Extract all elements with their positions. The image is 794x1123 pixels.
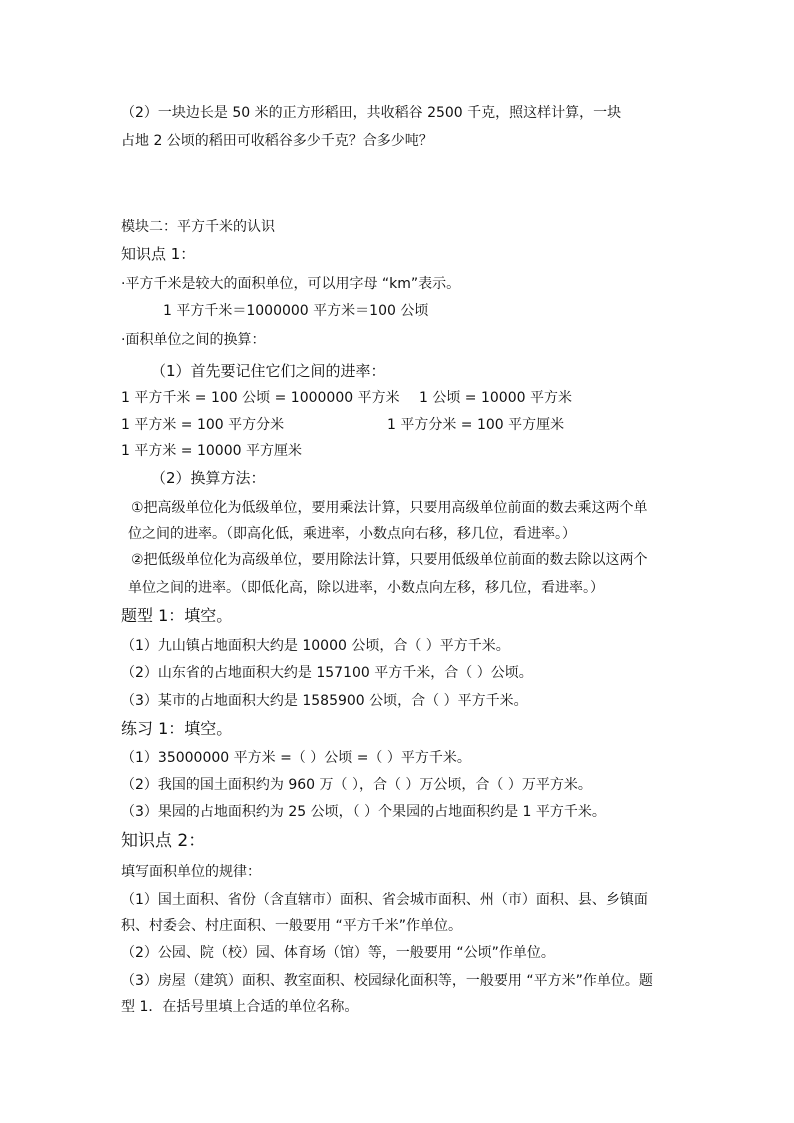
practice-1-title: 练习 1：填空。 bbox=[121, 719, 233, 738]
rate-m-cm: 1 平方米 = 10000 平方厘米 bbox=[121, 443, 302, 459]
km-definition: ·平方千米是较大的面积单位，可以用字母 “km”表示。 bbox=[121, 276, 461, 292]
conversion-title: ·面积单位之间的换算： bbox=[121, 332, 266, 348]
rule-3-line-2: 型 1．在括号里填上合适的单位名称。 bbox=[121, 999, 359, 1015]
type-1-question-1: （1）九山镇占地面积大约是 10000 公顷，合（ ）平方千米。 bbox=[121, 638, 510, 654]
method-2-line-2: 单位之间的进率。（即低化高，除以进率，小数点向左移，移几位，看进率。） bbox=[128, 580, 604, 596]
problem-2-line-1: （2）一块边长是 50 米的正方形稻田，共收稻谷 2500 千克，照这样计算，一块 bbox=[121, 105, 622, 121]
rule-2: （2）公园、院（校）园、体育场（馆）等，一般要用 “公顷”作单位。 bbox=[121, 945, 555, 961]
rate-dm-cm: 1 平方分米 = 100 平方厘米 bbox=[387, 417, 565, 433]
rate-ha-m: 1 公顷 = 10000 平方米 bbox=[419, 390, 572, 406]
rule-1-line-1: （1）国土面积、省份（含直辖市）面积、省会城市面积、州（市）面积、县、乡镇面 bbox=[121, 892, 648, 908]
knowledge-point-1-title: 知识点 1： bbox=[121, 245, 196, 263]
type-1-question-3: （3）某市的占地面积大约是 1585900 公顷，合（ ）平方千米。 bbox=[121, 693, 528, 709]
practice-1-question-2: （2）我国的国土面积约为 960 万（ ），合（ ）万公顷，合（ ）万平方米。 bbox=[121, 777, 592, 793]
method-1-line-2: 位之间的进率。（即高化低，乘进率，小数点向右移，移几位，看进率。） bbox=[128, 526, 576, 542]
method-title: （2）换算方法： bbox=[151, 469, 266, 487]
module-2-title: 模块二：平方千米的认识 bbox=[121, 219, 275, 235]
practice-1-question-1: （1）35000000 平方米 =（ ）公顷 =（ ）平方千米。 bbox=[121, 750, 471, 766]
method-1-line-1: ①把高级单位化为低级单位，要用乘法计算，只要用高级单位前面的数去乘这两个单 bbox=[131, 500, 648, 516]
problem-2-line-2: 占地 2 公顷的稻田可收稻谷多少千克？合多少吨？ bbox=[121, 133, 433, 149]
rate-title: （1）首先要记住它们之间的进率： bbox=[151, 362, 386, 380]
rule-1-line-2: 积、村委会、村庄面积、一般要用 “平方千米”作单位。 bbox=[121, 918, 462, 934]
rule-3-line-1: （3）房屋（建筑）面积、教室面积、校园绿化面积等，一般要用 “平方米”作单位。题 bbox=[121, 973, 653, 989]
rate-m-dm: 1 平方米 = 100 平方分米 bbox=[121, 417, 285, 433]
rate-km-ha: 1 平方千米 = 100 公顷 = 1000000 平方米 bbox=[121, 390, 400, 406]
knowledge-point-2-title: 知识点 2： bbox=[121, 831, 206, 851]
km-equation: 1 平方千米＝1000000 平方米＝100 公顷 bbox=[163, 303, 429, 319]
type-1-title: 题型 1：填空。 bbox=[121, 606, 233, 625]
practice-1-question-3: （3）果园的占地面积约为 25 公顷，（ ）个果园的占地面积约是 1 平方千米。 bbox=[121, 804, 606, 820]
unit-rule-title: 填写面积单位的规律： bbox=[121, 864, 261, 880]
type-1-question-2: （2）山东省的占地面积大约是 157100 平方千米，合（ ）公顷。 bbox=[121, 665, 533, 681]
method-2-line-1: ②把低级单位化为高级单位，要用除法计算，只要用低级单位前面的数去除以这两个 bbox=[131, 552, 648, 568]
